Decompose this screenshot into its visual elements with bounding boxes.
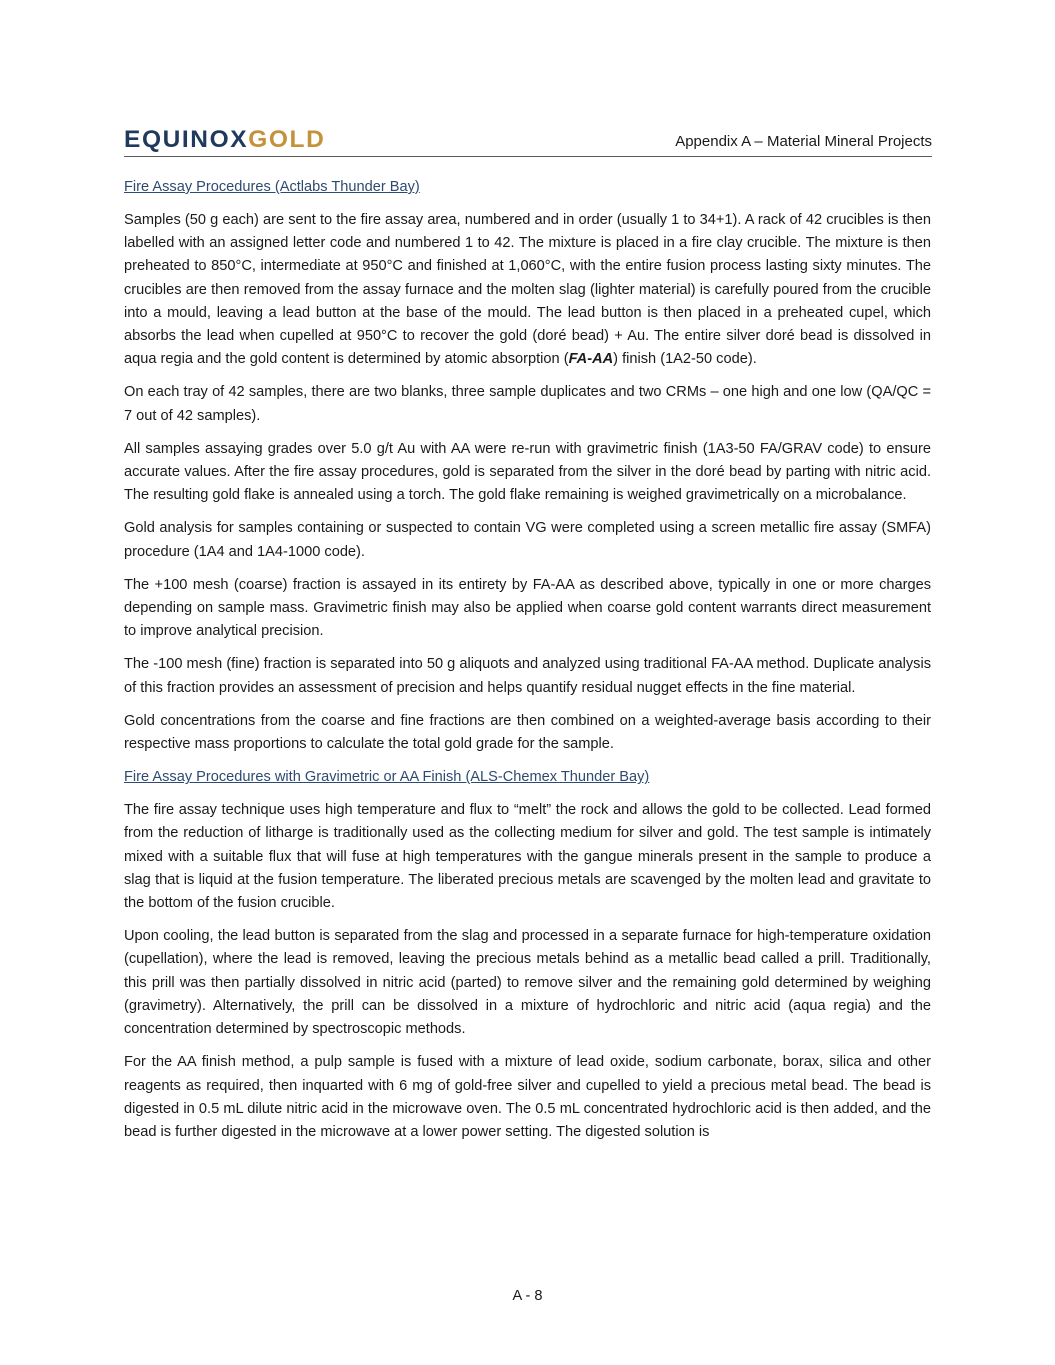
- paragraph: For the AA finish method, a pulp sample is fused with a mixture of lead oxide, sodium carbonate, borax, silica and other reagents as required, then inquarted with 6 mg of gold-free silver and cupelled to yield a precious metal bead. The bead is digested in 0.5 mL dilute nitric acid in the microwave oven. The 0.5 mL concentrated hydrochloric acid is then added, and the bead is further digested in the microwave at a lower power setting. The digested solution is: [124, 1054, 931, 1140]
- paragraph: [124, 209, 931, 371]
- logo-text-equinox: EQUINOX: [124, 126, 249, 153]
- page-number: A - 8: [512, 1288, 543, 1304]
- paragraph: Gold analysis for samples containing or suspected to contain VG were completed using a screen metallic fire assay (SMFA) procedure (1A4 and 1A4-1000 code).: [124, 520, 931, 560]
- paragraph: The -100 mesh (fine) fraction is separated into 50 g aliquots and analyzed using traditional FA-AA method. Duplicate analysis of this fraction provides an assessment of precision and helps quantify residual nugget effects in the fine material.: [124, 656, 931, 696]
- paragraph: The fire assay technique uses high temperature and flux to “melt” the rock and allows the gold to be collected. Lead formed from the reduction of litharge is traditionally used as the collecting medium for silver and gold. The test sample is intimately mixed with a suitable flux that will fuse at high temperatures with the gangue minerals present in the sample to produce a slag that is liquid at the fusion temperature. The liberated precious metals are scavenged by the molten lead and gravitate to the bottom of the fusion crucible.: [124, 802, 931, 912]
- header-title: Appendix A – Material Mineral Projects: [675, 133, 932, 150]
- section-heading-actlabs: Fire Assay Procedures (Actlabs Thunder Bay): [124, 179, 420, 195]
- paragraph: Gold concentrations from the coarse and fine fractions are then combined on a weighted-average basis according to their respective mass proportions to calculate the total gold grade for the sample.: [124, 712, 931, 753]
- section-heading-als-chemex: Fire Assay Procedures with Gravimetric or AA Finish (ALS-Chemex Thunder Bay): [124, 769, 650, 786]
- paragraph: The +100 mesh (coarse) fraction is assayed in its entirety by FA-AA as described above, typically in one or more charges depending on sample mass. Gravimetric finish may also be applied when coarse gold content warrants direct measurement to improve analytical precision.: [124, 576, 931, 640]
- logo-text-gold: GOLD: [248, 126, 326, 153]
- paragraph-text: Samples (50 g each) are sent to the fire assay area, numbered and in order (usually 1 to 34+1). A rack of 42 crucibles is then labelled with an assigned letter code and numbered 1 to 42. The mixture is placed in a fire clay crucible. The mixture is then preheated to 850°C, intermediate at 950°C and finished at 1,060°C, with the entire fusion process lasting sixty minutes. The crucibles are then removed from the assay furnace and the molten slag (lighter material) is carefully poured from the crucible into a mould, leaving a lead button at the base of the mould. The lead button is then placed in a preheated cupel, which absorbs the lead when cupelled at 950°C to recover the gold (doré bead) + Au. The entire silver doré bead is dissolved in aqua regia and the gold content is determined by atomic absorption (: [124, 212, 931, 368]
- equinox-gold-logo: [124, 128, 325, 152]
- paragraph-text: ) finish (1A2-50 code).: [613, 351, 757, 368]
- document-body: [124, 176, 931, 1154]
- paragraph: Upon cooling, the lead button is separated from the slag and processed in a separate furnace for high-temperature oxidation (cupellation), where the lead is removed, leaving the precious metals behind as a metallic bead called a prill. Traditionally, this prill was then partially dissolved in nitric acid (parted) to remove silver and the remaining gold determined by weighing (gravimetry). Alternatively, the prill can be dissolved in a mixture of hydrochloric and nitric acid (aqua regia) and the concentration determined by spectroscopic methods.: [124, 928, 931, 1038]
- paragraph: All samples assaying grades over 5.0 g/t Au with AA were re-run with gravimetric finish (1A3-50 FA/GRAV code) to ensure accurate values. After the fire assay procedures, gold is separated from the silver in the doré bead by parting with nitric acid. The resulting gold flake is annealed using a torch. The gold flake remaining is weighed gravimetrically on a microbalance.: [124, 440, 931, 504]
- paragraph: On each tray of 42 samples, there are two blanks, three sample duplicates and two CRMs – one high and one low (QA/QC = 7 out of 42 samples).: [124, 384, 931, 424]
- page-header: [124, 126, 932, 157]
- fa-aa-emphasis: FA-AA: [568, 351, 614, 368]
